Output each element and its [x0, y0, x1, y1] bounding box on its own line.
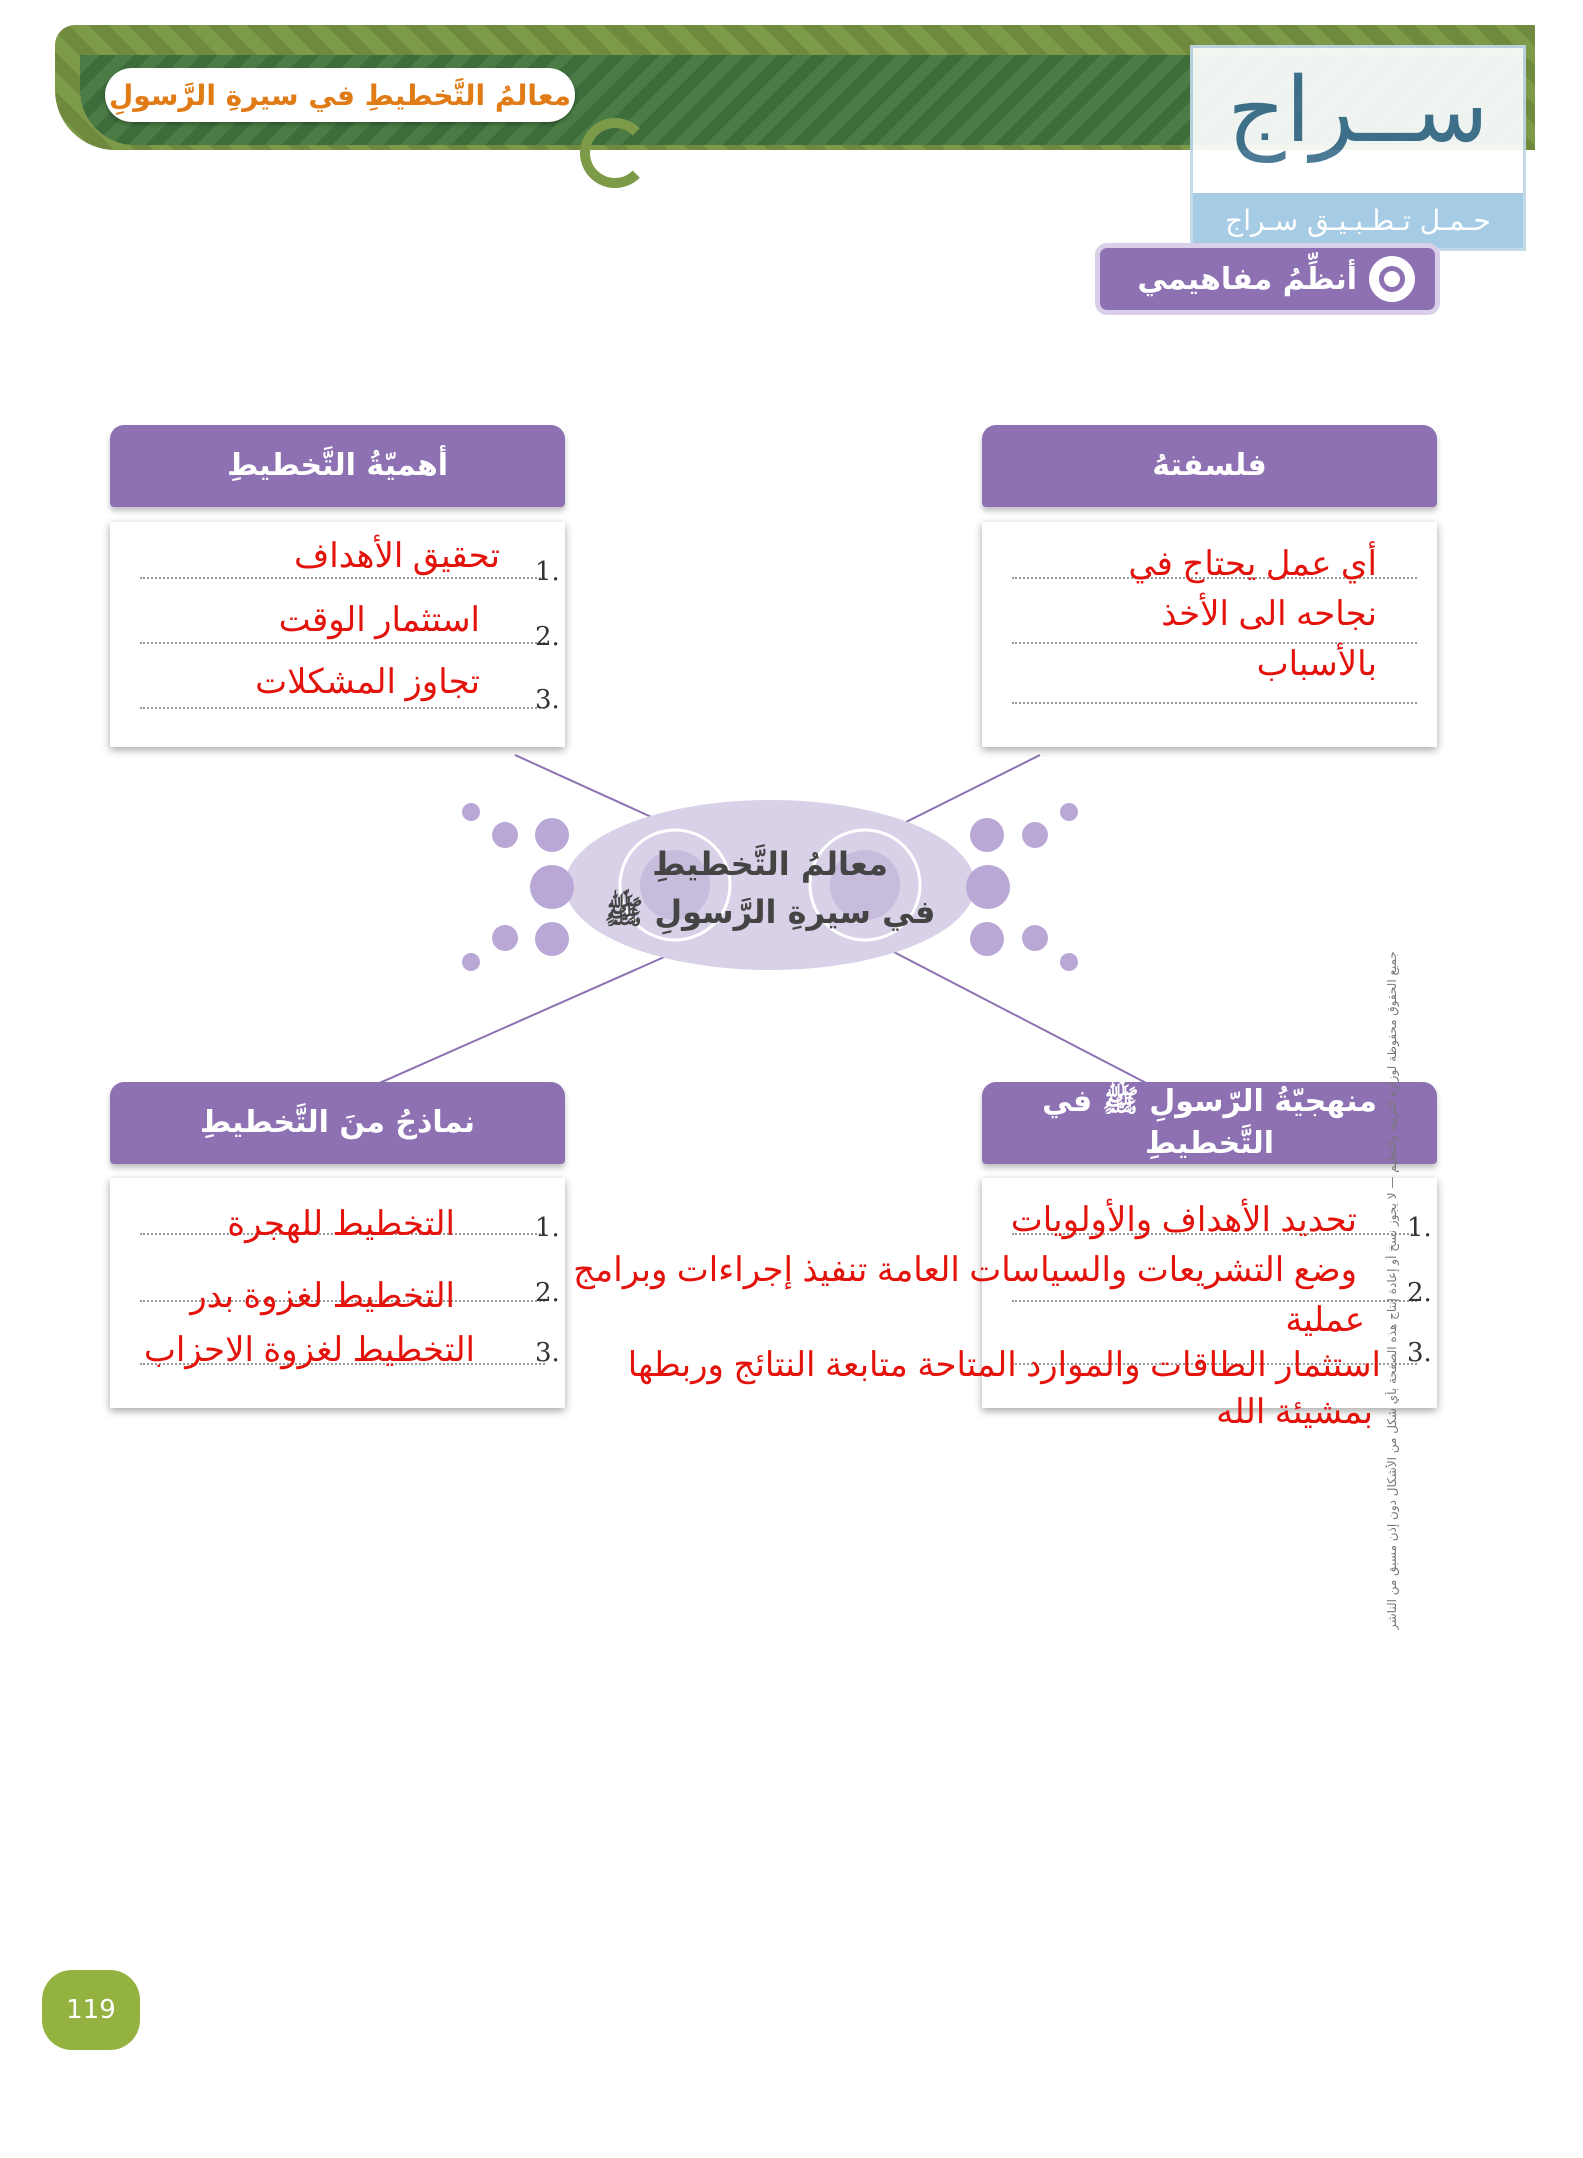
item-number: 2. [1407, 1278, 1432, 1308]
item-number: 3. [535, 1338, 560, 1368]
models-body [110, 1178, 565, 1408]
connector-bottom-right [890, 950, 1150, 1085]
lesson-title: معالمُ التَّخطيطِ في سيرةِ الرَّسولِ [105, 68, 575, 122]
dot-decoration [970, 922, 1004, 956]
answer-text[interactable]: تحديد الأهداف والأولويات [1010, 1201, 1357, 1239]
philosophy-body [982, 522, 1437, 747]
dot-decoration [530, 865, 574, 909]
dot-decoration [492, 925, 518, 951]
philosophy-heading: فلسفتهُ [982, 425, 1437, 507]
models-heading: نماذجُ منَ التَّخطيطِ [110, 1082, 565, 1164]
dot-decoration [492, 822, 518, 848]
answer-text[interactable]: بالأسباب [1256, 645, 1377, 683]
importance-heading: أهميّةُ التَّخطيطِ [110, 425, 565, 507]
answer-text[interactable]: التخطيط لغزوة بدر [190, 1277, 455, 1315]
answer-text[interactable]: وضع التشريعات والسياسات العامة تنفيذ إجراءات وبرامج [573, 1251, 1357, 1289]
dot-decoration [966, 865, 1010, 909]
answer-line [140, 577, 545, 579]
copyright-note: جميع الحقوق محفوظة لوزارة التربية والتعليم — لا يجوز نسخ أو إعادة إنتاج هذه الصفحة بأي شكل من الأشكال دون إذن مسبق من الناشر [1385, 951, 1399, 1630]
item-number: 1. [535, 1213, 560, 1243]
logo-word: ســراج [1227, 58, 1489, 163]
answer-text[interactable]: عملية [1285, 1301, 1365, 1339]
dot-decoration [462, 803, 480, 821]
dot-decoration [1022, 925, 1048, 951]
answer-text[interactable]: تجاوز المشكلات [255, 663, 480, 701]
answer-text[interactable]: أي عمل يحتاج في [1128, 545, 1377, 583]
center-title-line1: معالمُ التَّخطيطِ [652, 845, 888, 883]
center-title-line2: في سيرةِ الرَّسولِ ﷺ [604, 893, 936, 931]
answer-text[interactable]: تحقيق الأهداف [294, 537, 500, 575]
answer-text[interactable]: التخطيط لغزوة الاحزاب [143, 1331, 475, 1369]
center-title [600, 840, 940, 936]
page-number: 119 [42, 1970, 140, 2050]
item-number: 1. [1407, 1213, 1432, 1243]
answer-text[interactable]: استثمار الطاقات والموارد المتاحة متابعة النتائج وربطها [627, 1346, 1381, 1384]
answer-text[interactable]: بمشيئة الله [1216, 1393, 1373, 1431]
answer-line [140, 642, 545, 644]
answer-line [1012, 702, 1417, 704]
dot-decoration [1060, 803, 1078, 821]
answer-text[interactable]: التخطيط للهجرة [227, 1205, 455, 1243]
item-number: 3. [1407, 1338, 1432, 1368]
logo-subtitle: حـمـل تـطـبـيـق سـراج [1193, 193, 1523, 248]
connector-bottom-left [375, 950, 680, 1085]
item-number: 1. [535, 557, 560, 587]
answer-line [140, 707, 545, 709]
dot-decoration [535, 922, 569, 956]
answer-text[interactable]: استثمار الوقت [278, 601, 480, 639]
dot-decoration [1022, 822, 1048, 848]
importance-body [110, 522, 565, 747]
methodology-heading: منهجيّةُ الرّسولِ ﷺ في التَّخطيطِ [982, 1082, 1437, 1164]
item-number: 2. [535, 1278, 560, 1308]
item-number: 3. [535, 685, 560, 715]
dot-decoration [970, 818, 1004, 852]
answer-text[interactable]: نجاحه الى الأخذ [1161, 595, 1377, 633]
dot-decoration [1060, 953, 1078, 971]
dot-decoration [535, 818, 569, 852]
concept-tab-label: أنظِّمُ مفاهيمي [1137, 261, 1357, 297]
item-number: 2. [535, 622, 560, 652]
dot-decoration [462, 953, 480, 971]
